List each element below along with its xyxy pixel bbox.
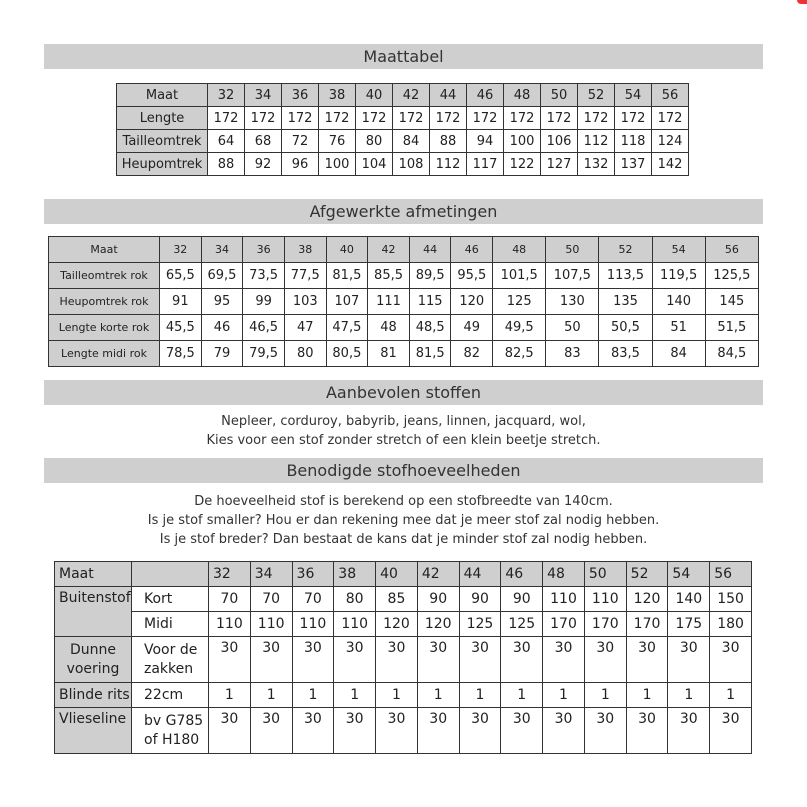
value-cell: 84,5: [705, 341, 758, 367]
value-cell: 80,5: [326, 341, 368, 367]
afgewerkte-header-row: [49, 237, 759, 263]
value-cell: 85,5: [368, 263, 410, 289]
value-cell: 48: [368, 315, 410, 341]
value-cell: 30: [668, 637, 710, 683]
value-cell: 73,5: [243, 263, 285, 289]
vlieseline-sub: [132, 708, 209, 754]
value-cell: 101,5: [493, 263, 546, 289]
value-cell: 122: [504, 153, 541, 176]
afgewerkte-row: [49, 263, 759, 289]
value-cell: 30: [292, 708, 334, 754]
row-label: Lengte: [117, 107, 208, 130]
value-cell: 80: [356, 130, 393, 153]
section-title-maattabel: Maattabel: [44, 44, 763, 69]
value-cell: 30: [668, 708, 710, 754]
value-cell: 30: [584, 708, 626, 754]
size-header: 50: [546, 237, 599, 263]
section-title-aanbevolen: Aanbevolen stoffen: [44, 380, 763, 405]
value-cell: 95: [201, 289, 243, 315]
value-cell: 120: [376, 612, 418, 637]
vlieseline-sub-1: bv G785: [144, 712, 204, 729]
aanbevolen-text: [44, 412, 763, 450]
row-label: Heupomtrek: [117, 153, 208, 176]
size-header: 48: [543, 562, 585, 587]
value-cell: 106: [541, 130, 578, 153]
blinde-rits-sub: 22cm: [132, 683, 209, 708]
size-header: 36: [292, 562, 334, 587]
row-label: Lengte midi rok: [49, 341, 160, 367]
size-header: 50: [584, 562, 626, 587]
kort-label: Kort: [132, 587, 209, 612]
value-cell: 30: [543, 708, 585, 754]
value-cell: 110: [209, 612, 251, 637]
value-cell: 175: [668, 612, 710, 637]
afgewerkte-row: [49, 341, 759, 367]
value-cell: 81: [368, 341, 410, 367]
size-header: 36: [243, 237, 285, 263]
value-cell: 112: [430, 153, 467, 176]
value-cell: 1: [417, 683, 459, 708]
benodigde-line-2: Is je stof smaller? Hou er dan rekening mee dat je meer stof zal nodig hebben.: [147, 513, 660, 528]
value-cell: 120: [626, 587, 668, 612]
value-cell: 90: [417, 587, 459, 612]
value-cell: 83: [546, 341, 599, 367]
value-cell: 30: [584, 637, 626, 683]
size-header: 56: [710, 562, 752, 587]
value-cell: 95,5: [451, 263, 493, 289]
value-cell: 47: [284, 315, 326, 341]
size-header: 40: [376, 562, 418, 587]
value-cell: 77,5: [284, 263, 326, 289]
value-cell: 30: [250, 708, 292, 754]
size-header: 52: [626, 562, 668, 587]
size-header: 42: [368, 237, 410, 263]
size-header: 42: [393, 84, 430, 107]
value-cell: 172: [393, 107, 430, 130]
benodigde-text: [44, 492, 763, 549]
value-cell: 30: [376, 637, 418, 683]
value-cell: 110: [543, 587, 585, 612]
size-header: 46: [451, 237, 493, 263]
value-cell: 30: [250, 637, 292, 683]
afgewerkte-row: [49, 315, 759, 341]
value-cell: 120: [451, 289, 493, 315]
value-cell: 30: [417, 708, 459, 754]
value-cell: 46: [201, 315, 243, 341]
value-cell: 150: [710, 587, 752, 612]
value-cell: 113,5: [599, 263, 652, 289]
value-cell: 125: [493, 289, 546, 315]
aanbevolen-line-2: Kies voor een stof zonder stretch of een klein beetje stretch.: [206, 433, 601, 448]
value-cell: 30: [376, 708, 418, 754]
value-cell: 84: [393, 130, 430, 153]
value-cell: 1: [376, 683, 418, 708]
value-cell: 30: [459, 637, 501, 683]
value-cell: 1: [292, 683, 334, 708]
value-cell: 172: [578, 107, 615, 130]
value-cell: 1: [668, 683, 710, 708]
value-cell: 170: [626, 612, 668, 637]
corner-mark: [797, 0, 807, 4]
value-cell: 172: [541, 107, 578, 130]
value-cell: 88: [430, 130, 467, 153]
afgewerkte-row: [49, 289, 759, 315]
value-cell: 30: [334, 708, 376, 754]
value-cell: 90: [501, 587, 543, 612]
value-cell: 30: [292, 637, 334, 683]
size-header: 48: [493, 237, 546, 263]
value-cell: 172: [430, 107, 467, 130]
value-cell: 118: [615, 130, 652, 153]
value-cell: 51: [652, 315, 705, 341]
value-cell: 1: [584, 683, 626, 708]
size-header: 38: [319, 84, 356, 107]
value-cell: 104: [356, 153, 393, 176]
size-header: 42: [417, 562, 459, 587]
value-cell: 82: [451, 341, 493, 367]
value-cell: 80: [284, 341, 326, 367]
value-cell: 45,5: [160, 315, 202, 341]
size-header: 46: [501, 562, 543, 587]
size-header: 32: [209, 562, 251, 587]
buitenstof-midi-row: [55, 612, 752, 637]
value-cell: 1: [626, 683, 668, 708]
size-header: 44: [459, 562, 501, 587]
value-cell: 72: [282, 130, 319, 153]
value-cell: 135: [599, 289, 652, 315]
size-header: 38: [284, 237, 326, 263]
size-header: 54: [615, 84, 652, 107]
value-cell: 94: [467, 130, 504, 153]
value-cell: 30: [626, 708, 668, 754]
value-cell: 108: [393, 153, 430, 176]
value-cell: 99: [243, 289, 285, 315]
value-cell: 80: [334, 587, 376, 612]
benodigde-table: [54, 561, 752, 754]
value-cell: 110: [250, 612, 292, 637]
value-cell: 79,5: [243, 341, 285, 367]
value-cell: 84: [652, 341, 705, 367]
value-cell: 125: [501, 612, 543, 637]
value-cell: 172: [282, 107, 319, 130]
dunne-voering-label: [55, 637, 132, 683]
size-header: 38: [334, 562, 376, 587]
value-cell: 142: [652, 153, 689, 176]
value-cell: 124: [652, 130, 689, 153]
value-cell: 50,5: [599, 315, 652, 341]
value-cell: 112: [578, 130, 615, 153]
value-cell: 172: [319, 107, 356, 130]
value-cell: 69,5: [201, 263, 243, 289]
size-header: 50: [541, 84, 578, 107]
benodigde-header-row: [55, 562, 752, 587]
value-cell: 89,5: [409, 263, 451, 289]
benodigde-line-1: De hoeveelheid stof is berekend op een stofbreedte van 140cm.: [194, 494, 613, 509]
value-cell: 119,5: [652, 263, 705, 289]
value-cell: 130: [546, 289, 599, 315]
benodigde-line-3: Is je stof breder? Dan bestaat de kans dat je minder stof zal nodig hebben.: [159, 532, 648, 547]
value-cell: 78,5: [160, 341, 202, 367]
size-header: 34: [201, 237, 243, 263]
value-cell: 47,5: [326, 315, 368, 341]
aanbevolen-line-1: Nepleer, corduroy, babyrib, jeans, linnen, jacquard, wol,: [221, 414, 586, 429]
value-cell: 51,5: [705, 315, 758, 341]
size-header: 56: [652, 84, 689, 107]
value-cell: 30: [626, 637, 668, 683]
value-cell: 1: [501, 683, 543, 708]
value-cell: 137: [615, 153, 652, 176]
maattabel-row: [117, 130, 689, 153]
value-cell: 70: [292, 587, 334, 612]
size-header: 44: [409, 237, 451, 263]
value-cell: 30: [417, 637, 459, 683]
value-cell: 81,5: [326, 263, 368, 289]
row-label: Tailleomtrek rok: [49, 263, 160, 289]
value-cell: 172: [245, 107, 282, 130]
value-cell: 117: [467, 153, 504, 176]
row-label: Lengte korte rok: [49, 315, 160, 341]
value-cell: 110: [584, 587, 626, 612]
value-cell: 30: [209, 637, 251, 683]
value-cell: 30: [334, 637, 376, 683]
size-header: 52: [578, 84, 615, 107]
value-cell: 65,5: [160, 263, 202, 289]
vlieseline-row: [55, 708, 752, 754]
section-title-benodigde: Benodigde stofhoeveelheden: [44, 458, 763, 483]
value-cell: 172: [208, 107, 245, 130]
value-cell: 172: [504, 107, 541, 130]
value-cell: 1: [543, 683, 585, 708]
blinde-rits-label: Blinde rits: [55, 683, 132, 708]
value-cell: 100: [504, 130, 541, 153]
value-cell: 68: [245, 130, 282, 153]
value-cell: 64: [208, 130, 245, 153]
value-cell: 110: [292, 612, 334, 637]
value-cell: 30: [501, 637, 543, 683]
size-header: 52: [599, 237, 652, 263]
dunne-voering-sub: [132, 637, 209, 683]
maattabel-header-row: [117, 84, 689, 107]
vlieseline-sub-2: of H180: [144, 731, 200, 748]
maat-header: Maat: [55, 562, 132, 587]
value-cell: 110: [334, 612, 376, 637]
blinde-rits-row: [55, 683, 752, 708]
value-cell: 70: [250, 587, 292, 612]
value-cell: 107: [326, 289, 368, 315]
value-cell: 1: [209, 683, 251, 708]
afgewerkte-table: [48, 236, 759, 367]
value-cell: 125,5: [705, 263, 758, 289]
size-header: 32: [160, 237, 202, 263]
vlieseline-label: Vlieseline: [55, 708, 132, 754]
value-cell: 172: [652, 107, 689, 130]
maat-header: Maat: [117, 84, 208, 107]
size-header: 56: [705, 237, 758, 263]
value-cell: 1: [334, 683, 376, 708]
value-cell: 1: [459, 683, 501, 708]
value-cell: 90: [459, 587, 501, 612]
value-cell: 79: [201, 341, 243, 367]
row-label: Tailleomtrek: [117, 130, 208, 153]
size-header: 34: [245, 84, 282, 107]
value-cell: 172: [467, 107, 504, 130]
maattabel-row: [117, 153, 689, 176]
value-cell: 30: [543, 637, 585, 683]
value-cell: 127: [541, 153, 578, 176]
value-cell: 180: [710, 612, 752, 637]
value-cell: 85: [376, 587, 418, 612]
value-cell: 115: [409, 289, 451, 315]
value-cell: 96: [282, 153, 319, 176]
maattabel-row: [117, 107, 689, 130]
value-cell: 140: [652, 289, 705, 315]
value-cell: 120: [417, 612, 459, 637]
value-cell: 103: [284, 289, 326, 315]
value-cell: 1: [710, 683, 752, 708]
maat-header: Maat: [49, 237, 160, 263]
value-cell: 30: [501, 708, 543, 754]
dunne-voering-row: [55, 637, 752, 683]
value-cell: 170: [543, 612, 585, 637]
row-label: Heupomtrek rok: [49, 289, 160, 315]
midi-label: Midi: [132, 612, 209, 637]
size-header: 54: [668, 562, 710, 587]
value-cell: 92: [245, 153, 282, 176]
value-cell: 30: [459, 708, 501, 754]
size-header: 54: [652, 237, 705, 263]
buitenstof-kort-row: [55, 587, 752, 612]
value-cell: 81,5: [409, 341, 451, 367]
value-cell: 30: [209, 708, 251, 754]
size-header: 36: [282, 84, 319, 107]
size-header: 46: [467, 84, 504, 107]
value-cell: 140: [668, 587, 710, 612]
value-cell: 48,5: [409, 315, 451, 341]
value-cell: 145: [705, 289, 758, 315]
value-cell: 49,5: [493, 315, 546, 341]
empty-header: [132, 562, 209, 587]
dunne-sub-1: Voor de: [144, 641, 198, 658]
size-header: 40: [326, 237, 368, 263]
value-cell: 50: [546, 315, 599, 341]
dunne-label-1: Dunne: [69, 641, 116, 658]
size-header: 32: [208, 84, 245, 107]
value-cell: 91: [160, 289, 202, 315]
value-cell: 82,5: [493, 341, 546, 367]
value-cell: 132: [578, 153, 615, 176]
value-cell: 83,5: [599, 341, 652, 367]
value-cell: 107,5: [546, 263, 599, 289]
buitenstof-label: Buitenstof: [55, 587, 132, 637]
size-header: 44: [430, 84, 467, 107]
section-title-afgewerkte: Afgewerkte afmetingen: [44, 199, 763, 224]
value-cell: 70: [209, 587, 251, 612]
value-cell: 172: [356, 107, 393, 130]
size-header: 48: [504, 84, 541, 107]
size-header: 40: [356, 84, 393, 107]
dunne-sub-2: zakken: [144, 660, 194, 677]
value-cell: 170: [584, 612, 626, 637]
size-header: 34: [250, 562, 292, 587]
value-cell: 30: [710, 708, 752, 754]
value-cell: 172: [615, 107, 652, 130]
value-cell: 30: [710, 637, 752, 683]
value-cell: 76: [319, 130, 356, 153]
value-cell: 111: [368, 289, 410, 315]
dunne-label-2: voering: [66, 660, 120, 677]
value-cell: 88: [208, 153, 245, 176]
value-cell: 1: [250, 683, 292, 708]
value-cell: 46,5: [243, 315, 285, 341]
value-cell: 125: [459, 612, 501, 637]
value-cell: 100: [319, 153, 356, 176]
maattabel-table: [116, 83, 689, 176]
value-cell: 49: [451, 315, 493, 341]
